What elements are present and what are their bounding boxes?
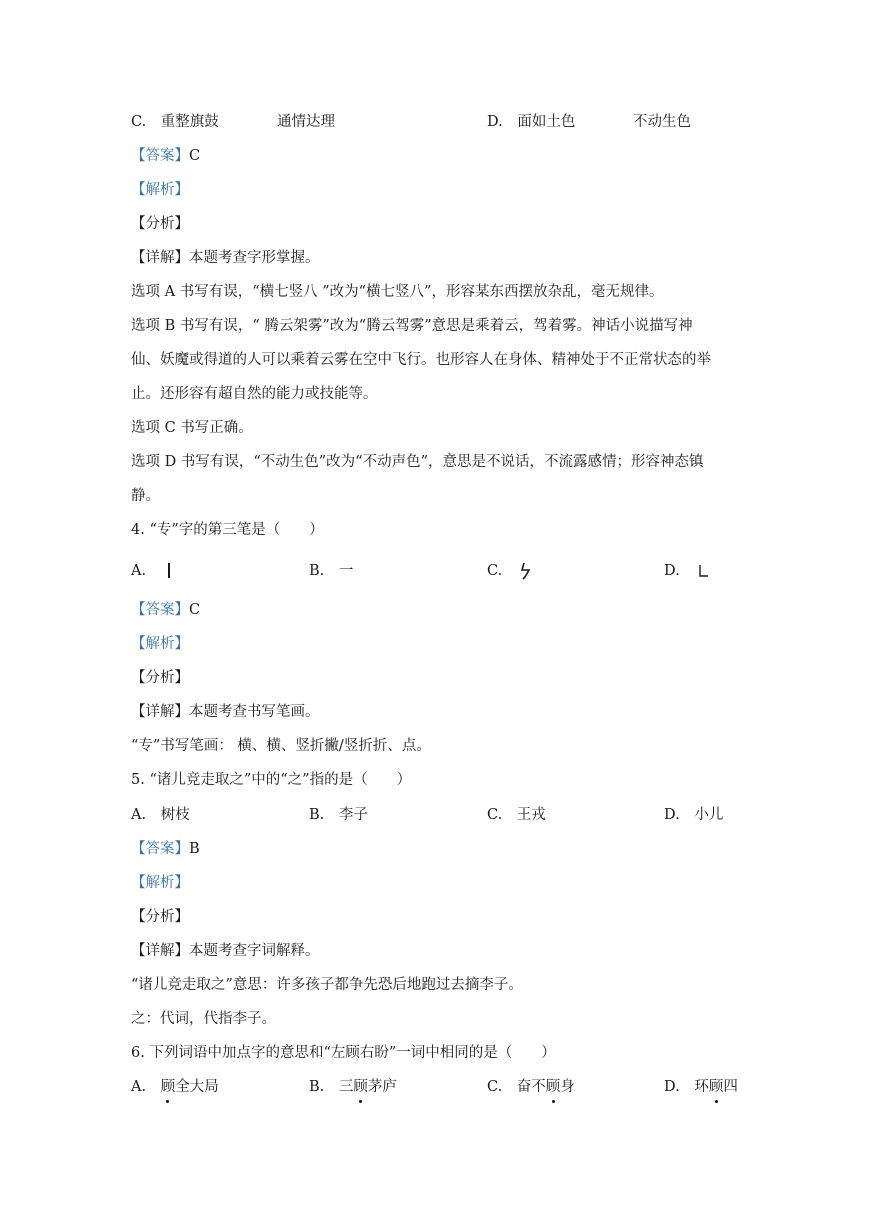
q6-option-c-dotted-char: 顾 [545,1079,561,1095]
q3-line-d2: 静。 [131,488,160,504]
q5-option-a-text: 树枝 [160,807,190,823]
q3-line-b2: 仙、妖魔或得道的人可以乘着云雾在空中飞行。也形容人在身体、精神处于不正常状态的举 [131,352,711,368]
q3-line-a: 选项 A 书写有误，“横七竖八 ”改为“横七竖八”，形容某东西摆放杂乱，毫无规律。 [131,284,664,300]
q6-option-b-dotted-char: 顾 [353,1079,368,1095]
q5-option-a [131,805,190,825]
q4-answer [131,600,200,620]
q4-option-d-label: D. [664,563,680,579]
q3-line-d1: 选项 D 书写有误，“不动生色”改为“不动声色”，意思是不说话，不流露感情；形容神态镇 [131,454,704,470]
q3-option-c [131,112,219,132]
q3-option-c-word2: 通情达理 [277,114,335,130]
q6-option-d-label: D. [664,1079,680,1095]
answer-value: C [189,148,201,164]
q3-option-d-word2: 不动生色 [633,114,691,130]
q3-detail: 【详解】本题考查字形掌握。 [131,250,320,266]
q4-option-b-label: B. [309,563,325,579]
q3-line-b3: 止。还形容有超自然的能力或技能等。 [131,386,378,402]
q4-option-b [309,561,353,581]
q6-option-a [131,1077,219,1097]
q5-option-b-label: B. [309,807,325,823]
q3-fenxi: 【分析】 [131,216,189,232]
q3-option-c-label: C. [131,114,147,130]
q6-option-b [309,1077,397,1097]
answer-value: B [189,841,200,857]
q5-option-a-label: A. [131,807,147,823]
q5-option-c-text: 王戎 [516,807,546,823]
vertical-bend-icon [696,561,710,581]
q5-question: 5. “诸儿竞走取之”中的“之”指的是（ ） [131,772,412,788]
q4-fenxi: 【分析】 [131,670,189,686]
q6-option-a-dotted-char: 顾 [160,1079,176,1095]
q3-line-c: 选项 C 书写正确。 [131,420,253,436]
q4-option-d [664,561,710,581]
q5-meaning: “诸儿竞走取之”意思：许多孩子都争先恐后地跑过去摘李子。 [131,977,523,993]
q4-option-a [131,561,177,581]
answer-value: C [189,602,201,618]
q4-option-c-label: C. [487,563,503,579]
q4-strokes: “专”书写笔画： 横、横、竖折撇/竖折折、点。 [131,738,431,754]
q5-analysis-tag: 【解析】 [131,875,189,891]
q3-option-d-word1: 面如土色 [517,114,576,130]
q6-option-c-pre: 奋不 [516,1079,546,1095]
q3-option-c-word1: 重整旗鼓 [160,114,219,130]
q3-option-d-label: D. [487,114,503,130]
q5-option-b-text: 李子 [338,807,368,823]
q6-option-b-post: 茅庐 [367,1079,397,1095]
answer-tag: 【答案】 [131,602,189,618]
q4-option-a-label: A. [131,563,147,579]
q6-option-b-label: B. [309,1079,325,1095]
q6-option-c [487,1077,575,1097]
q6-option-d-post: 四 [723,1079,738,1095]
q6-option-d-dotted-char: 顾 [708,1079,724,1095]
q6-option-d-pre: 环 [694,1079,709,1095]
vertical-stroke-icon [163,561,177,581]
q3-analysis-tag: 【解析】 [131,182,189,198]
q5-answer [131,839,200,859]
q5-option-d-label: D. [664,807,680,823]
q5-option-d [664,805,723,825]
answer-tag: 【答案】 [131,148,189,164]
answer-tag: 【答案】 [131,841,189,857]
q6-option-d [664,1077,738,1097]
q4-question: 4. “专”字的第三笔是（ ） [131,522,324,538]
q6-option-a-post: 全大局 [175,1079,219,1095]
q6-option-c-label: C. [487,1079,503,1095]
q5-option-d-text: 小儿 [694,807,724,823]
q5-option-c [487,805,546,825]
vertical-bend-bend-hook-icon [519,561,533,581]
q5-fenxi: 【分析】 [131,909,189,925]
q4-option-c [487,561,533,581]
q3-answer [131,146,200,166]
q6-question: 6. 下列词语中加点字的意思和“左顾右盼”一词中相同的是（ ） [131,1045,556,1061]
q5-option-c-label: C. [487,807,503,823]
q4-option-b-text: 一 [338,563,354,579]
q5-zhi: 之：代词，代指李子。 [131,1011,276,1027]
q5-detail: 【详解】本题考查字词解释。 [131,943,320,959]
q4-analysis-tag: 【解析】 [131,636,189,652]
q6-option-a-label: A. [131,1079,147,1095]
q4-detail: 【详解】本题考查书写笔画。 [131,704,320,720]
q6-option-b-pre: 三 [338,1079,354,1095]
q6-option-c-post: 身 [560,1079,575,1095]
q3-option-d [487,112,575,132]
q3-line-b1: 选项 B 书写有误，“ 腾云架雾”改为“腾云驾雾”意思是乘着云，驾着雾。神话小说描写神 [131,318,693,334]
q5-option-b [309,805,368,825]
